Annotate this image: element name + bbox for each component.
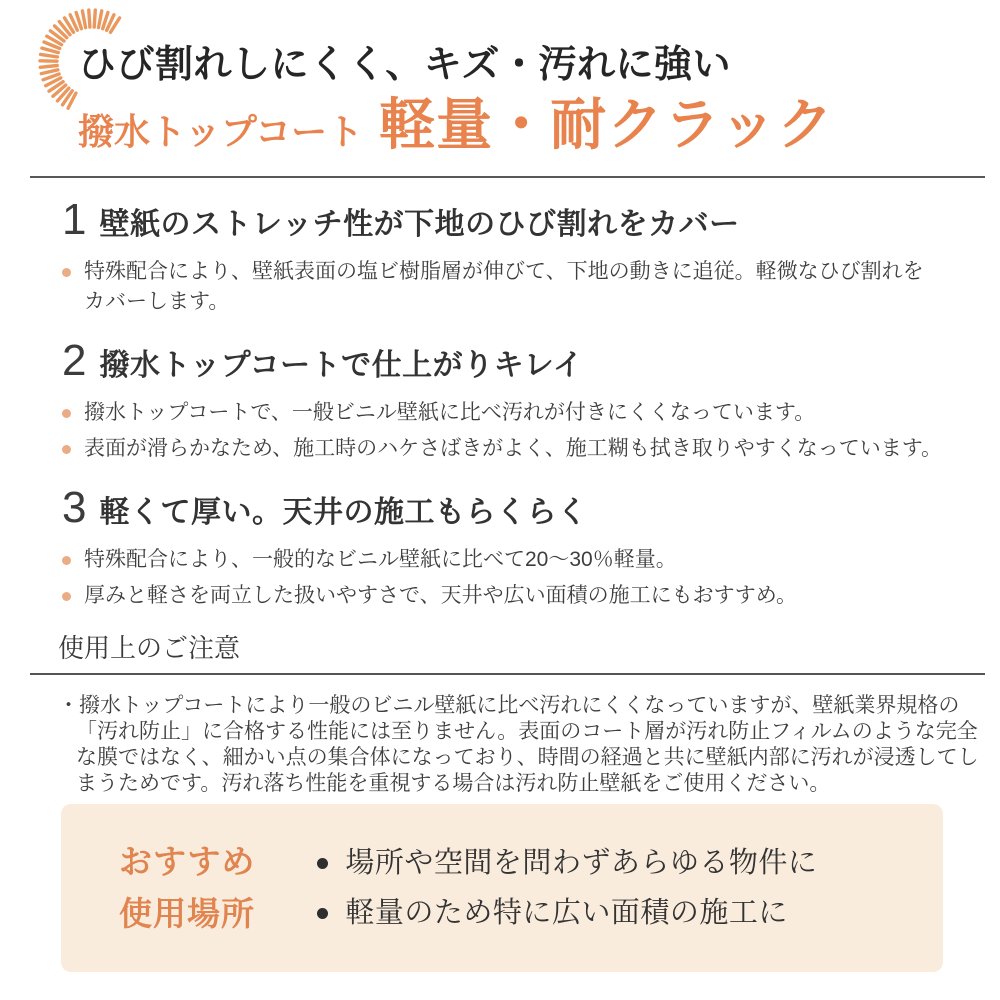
bullet-text: 特殊配合により、一般的なビニル壁紙に比べて20〜30％軽量。: [84, 548, 677, 571]
recommend-label: [119, 836, 255, 940]
recommend-label-line2: 使用場所: [119, 895, 255, 932]
bullet-dot-icon: [62, 592, 71, 601]
recommend-item-text: 場所や空間を問わずあらゆる物件に: [345, 847, 818, 879]
list-item: [317, 838, 817, 888]
feature-number: 2: [62, 336, 87, 385]
feature-heading: [62, 336, 960, 386]
feature-heading: [62, 195, 960, 245]
list-item: [317, 888, 817, 938]
bullet-text: 特殊配合により、壁紙表面の塩ビ樹脂層が伸びて、下地の動きに追従。軽微なひび割れをカバーします。: [84, 260, 924, 313]
feature-heading: [62, 483, 960, 533]
sunburst-icon: [16, 0, 146, 115]
recommend-box: [61, 804, 943, 972]
list-item: [62, 545, 960, 575]
feature-list: [0, 195, 1000, 611]
feature-section-1: [62, 195, 960, 317]
feature-bullets: [62, 257, 960, 317]
caution-text: 撥水トップコートにより一般のビニル壁紙に比べ汚れにくくなっていますが、壁紙業界規格の「汚れ防止」に合格する性能には至りません。表面のコート層が汚れ防止フィルムのような完全な膜ではなく、細かい点の集合体になっており、時間の経過と共に壁紙内部に汚れが浸透してしまうためです。汚れ落ち性能を重視する場合は汚れ防止壁紙をご使用ください。: [76, 694, 979, 795]
bullet-dot-icon: [62, 268, 71, 277]
list-item: [62, 581, 960, 611]
feature-title: 撥水トップコートで仕上がりキレイ: [99, 349, 584, 382]
feature-title: 壁紙のストレッチ性が下地のひび割れをカバー: [99, 208, 740, 241]
bullet-dot-icon: [62, 445, 71, 454]
product-name: 軽量・耐クラック: [379, 93, 835, 156]
bullet-dot-icon: [62, 556, 71, 565]
feature-title: 軽くて厚い。天井の施工もらくらく: [99, 496, 588, 529]
feature-number: 3: [62, 483, 87, 532]
feature-number: 1: [62, 195, 87, 244]
header: [0, 0, 1000, 156]
bullet-text: 表面が滑らかなため、施工時のハケさばきがよく、施工糊も拭き取りやすくなっています。: [84, 437, 943, 460]
caution-heading: 使用上のご注意: [58, 633, 241, 663]
bullet-dot-icon: [62, 409, 71, 418]
list-item: [62, 398, 960, 428]
list-item: [62, 257, 960, 317]
product-type: 撥水トップコート: [78, 111, 364, 152]
bullet-text: 撥水トップコートで、一般ビニル壁紙に比べ汚れが付きにくくなっています。: [84, 401, 816, 424]
recommend-item-text: 軽量のため特に広い面積の施工に: [345, 897, 788, 929]
caution-divider: [30, 673, 985, 675]
caution-paragraph: [58, 693, 982, 797]
brand-row: [78, 94, 1000, 156]
feature-section-2: [62, 336, 960, 464]
header-divider: [30, 176, 985, 178]
tagline: ひび割れしにくく、キズ・汚れに強い: [78, 44, 731, 86]
list-item: [62, 434, 960, 464]
feature-bullets: [62, 398, 960, 464]
bullet-text: 厚みと軽さを両立した扱いやすさで、天井や広い面積の施工にもおすすめ。: [84, 584, 797, 607]
feature-section-3: [62, 483, 960, 611]
recommend-label-line1: おすすめ: [119, 843, 256, 880]
bullet-dot-icon: [317, 858, 328, 869]
recommend-list: [317, 838, 817, 938]
bullet-dot-icon: [317, 908, 328, 919]
feature-bullets: [62, 545, 960, 611]
caution-marker: ・: [58, 694, 79, 717]
